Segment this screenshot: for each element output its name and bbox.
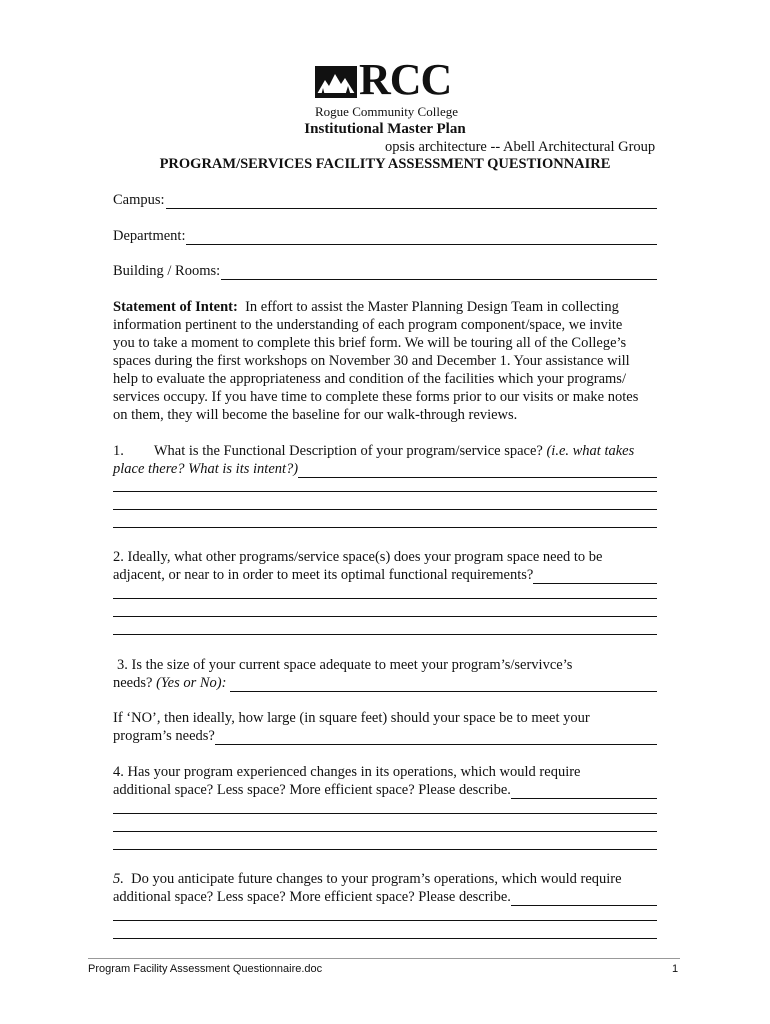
footer-page-number: 1	[672, 963, 679, 975]
statement-of-intent	[113, 298, 673, 424]
q1-answer-line[interactable]	[113, 491, 657, 492]
q5-answer-line[interactable]	[511, 893, 657, 906]
q2-answer-line[interactable]	[533, 571, 657, 584]
footer-filename: Program Facility Assessment Questionnaire.doc	[88, 963, 323, 975]
statement-line: on them, they will become the baseline for our walk-through reviews.	[113, 407, 518, 423]
question-2	[113, 548, 673, 584]
q1-text: What is the Functional Description of your program/service space?	[153, 443, 543, 459]
question-3-cont	[113, 674, 673, 692]
q4-text-cont: additional space? Less space? More efficient space? Please describe.	[113, 782, 511, 798]
q1-answer-line[interactable]	[298, 465, 657, 478]
q2-answer-line[interactable]	[113, 598, 657, 599]
question-5	[113, 870, 673, 906]
campus-field[interactable]	[113, 192, 657, 209]
q5-text: Do you anticipate future changes to your program’s operations, which would require	[123, 871, 622, 887]
q2-answer-line[interactable]	[113, 616, 657, 617]
rcc-logo	[315, 55, 465, 120]
q4-text: 4. Has your program experienced changes in its operations, which would require	[113, 764, 581, 780]
statement-line: information pertinent to the understanding of each program component/space, we invite	[113, 317, 623, 333]
q2-text-cont: adjacent, or near to in order to meet its optimal functional requirements?	[113, 567, 534, 583]
department-field[interactable]	[113, 228, 657, 245]
q1-answer-line[interactable]	[113, 527, 657, 528]
statement-line: services occupy. If you have time to complete these forms prior to our visits or make notes	[113, 389, 639, 405]
statement-line: spaces during the first workshops on November 30 and December 1. Your assistance will	[113, 353, 630, 369]
q4-answer-line[interactable]	[113, 831, 657, 832]
q5-answer-line[interactable]	[113, 938, 657, 939]
q3b-text: If ‘NO’, then ideally, how large (in square feet) should your space be to meet your	[113, 710, 590, 726]
q3-answer-line[interactable]	[230, 679, 657, 692]
q4-answer-line[interactable]	[113, 813, 657, 814]
q1-hint-cont: place there? What is its intent?)	[113, 461, 299, 477]
q3-needs: needs?	[113, 675, 153, 691]
q3b-text-cont: program’s needs?	[113, 728, 215, 744]
q2-answer-line[interactable]	[113, 634, 657, 635]
q1-answer-line[interactable]	[113, 509, 657, 510]
question-4	[113, 763, 673, 799]
statement-heading: Statement of Intent:	[113, 299, 238, 315]
q5-text-cont: additional space? Less space? More efficient space? Please describe.	[113, 889, 511, 905]
logo-text: RCC	[359, 55, 452, 104]
campus-label: Campus:	[113, 192, 165, 208]
q5-number: 5.	[113, 871, 124, 887]
building-input-line[interactable]	[221, 265, 657, 280]
q2-text: 2. Ideally, what other programs/service space(s) does your program space need to be	[113, 549, 603, 565]
q1-number: 1.	[113, 443, 124, 459]
department-label: Department:	[113, 228, 186, 244]
building-field[interactable]	[113, 263, 657, 280]
statement-line: In effort to assist the Master Planning Design Team in collecting	[245, 299, 619, 315]
statement-line: you to take a moment to complete this brief form. We will be touring all of the College’s	[113, 335, 627, 351]
q3-text: 3. Is the size of your current space adequate to meet your program’s/servivce’s	[117, 657, 573, 673]
department-input-line[interactable]	[186, 230, 657, 245]
question-3b	[113, 709, 673, 745]
q4-answer-line[interactable]	[511, 786, 657, 799]
q3-yes-no: (Yes or No):	[156, 675, 227, 691]
building-label: Building / Rooms:	[113, 263, 221, 279]
campus-input-line[interactable]	[166, 194, 657, 209]
statement-line: help to evaluate the appropriateness and condition of the facilities which your programs/	[113, 371, 626, 387]
q5-answer-line[interactable]	[113, 920, 657, 921]
document-subtitle: opsis architecture -- Abell Architectural Group	[385, 139, 656, 155]
q4-answer-line[interactable]	[113, 849, 657, 850]
footer-divider	[88, 958, 680, 959]
college-name: Rogue Community College	[315, 104, 458, 119]
question-3	[117, 656, 677, 674]
q3b-answer-line[interactable]	[215, 732, 657, 745]
q1-hint: (i.e. what takes	[546, 443, 635, 459]
mountain-logo-icon	[315, 66, 357, 98]
question-1	[113, 442, 673, 478]
form-title: PROGRAM/SERVICES FACILITY ASSESSMENT QUESTIONNAIRE	[159, 156, 611, 172]
document-title: Institutional Master Plan	[304, 121, 466, 137]
